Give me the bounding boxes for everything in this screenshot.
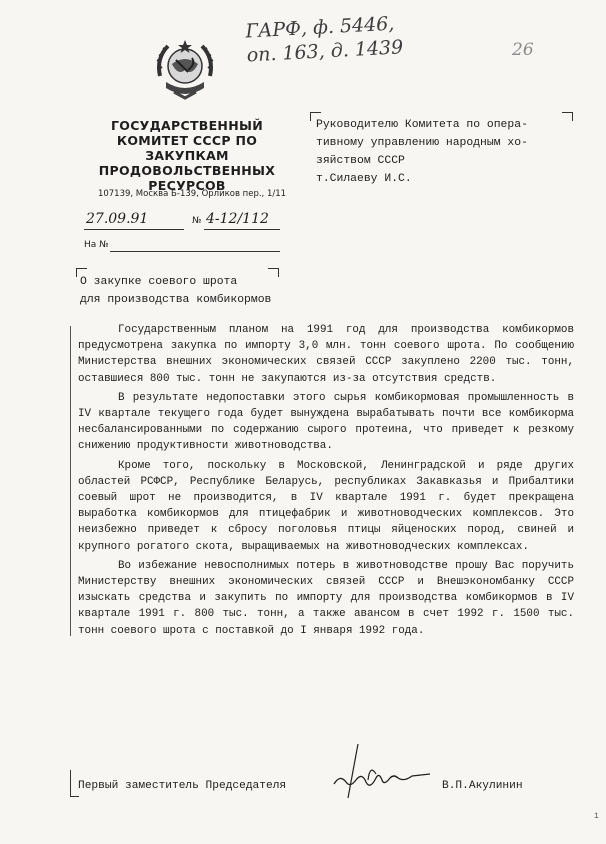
body-paragraph-4: Во избежание невосполнимых потерь в животноводстве прошу Вас поручить Министерству внешних экономических связей СССР и Внешэкономбанку СССР изыскать средства и закупить по импорту для производства комбикормов в IV квартале 1991 г. 800 тыс. тонн, а также авансом в счет 1992 г. 1500 тыс. тонн соевого шрота с поставкой до I января 1992 года. — [78, 559, 574, 637]
sender-organization — [84, 118, 290, 193]
body-paragraph-1: Государственным планом на 1991 год для производства комбикормов предусмотрена закупка по импорту 3,0 млн. тонн соевого шрота. По сообщению Министерства внешних экономических связей СССР закуплено 2200 тыс. тонн, оставшиеся 800 тыс. тонн не закупаются из-за отсутствия средств. — [78, 324, 574, 385]
recipient-line-4: т.Силаеву И.С. — [316, 173, 412, 185]
ussr-coat-of-arms-icon — [152, 36, 218, 102]
sender-address: 107139, Москва Б-139, Орликов пер., 1/11 — [97, 189, 287, 199]
page-number: 26 — [512, 40, 534, 60]
registration-line — [84, 211, 284, 232]
signatory-name: В.П.Акулинин — [442, 780, 523, 792]
number-rule — [204, 229, 280, 230]
letter-body — [78, 322, 574, 642]
document-number: 4-12/112 — [206, 211, 269, 227]
subject-line-2: для производства комбикормов — [80, 294, 272, 306]
number-label: № — [192, 216, 202, 226]
body-paragraph-3: Кроме того, поскольку в Московской, Ленинградской и ряде других областей РСФСР, Республике Беларусь, республиках Закавказья и Прибалтики соевый шрот не производится, в IV квартале 1991 г. будет прекращена выработка комбикормов для птицефабрик и животноводческих комплексов. Это неизбежно приведет к сбросу поголовья птицы яйценоских пород, свиней и крупного рогатого скота, выращиваемых на животноводческих комплексах. — [78, 459, 574, 553]
recipient-block — [316, 116, 582, 188]
recipient-line-2: тивному управлению народным хо- — [316, 137, 528, 149]
subject-line-1: О закупке соевого шрота — [80, 276, 238, 288]
org-line-2: КОМИТЕТ СССР ПО ЗАКУПКАМ — [116, 133, 258, 163]
handwritten-signature — [328, 740, 438, 802]
reference-line — [84, 240, 284, 256]
org-line-3: ПРОДОВОЛЬСТВЕННЫХ РЕСУРСОВ — [98, 163, 276, 193]
document-date: 27.09.91 — [86, 211, 149, 227]
org-line-1: ГОСУДАРСТВЕННЫЙ — [111, 118, 263, 133]
reference-label: На № — [84, 240, 109, 250]
recipient-line-3: зяйством СССР — [316, 155, 405, 167]
recipient-line-1: Руководителю Комитета по опера- — [316, 119, 528, 131]
archive-stamp — [245, 9, 457, 68]
margin-mark — [70, 326, 71, 636]
signature-block — [78, 774, 578, 798]
reference-rule — [110, 251, 280, 252]
footer-mark: 1 — [594, 812, 599, 821]
archive-line-2: оп. 163, д. 1439 — [246, 36, 404, 67]
archive-line-1: ГАРФ, ф. 5446, — [244, 12, 395, 43]
date-rule — [84, 229, 184, 230]
signatory-title: Первый заместитель Председателя — [78, 780, 287, 792]
body-paragraph-2: В результате недопоставки этого сырья комбикормовая промышленность в IV квартале текущего года будет вынуждена вырабатывать почти все комбикорма несбалансированными по содержанию сырого протеина, что приведет к резкому снижению продуктивности животноводства. — [78, 391, 574, 453]
subject-block — [80, 273, 310, 309]
